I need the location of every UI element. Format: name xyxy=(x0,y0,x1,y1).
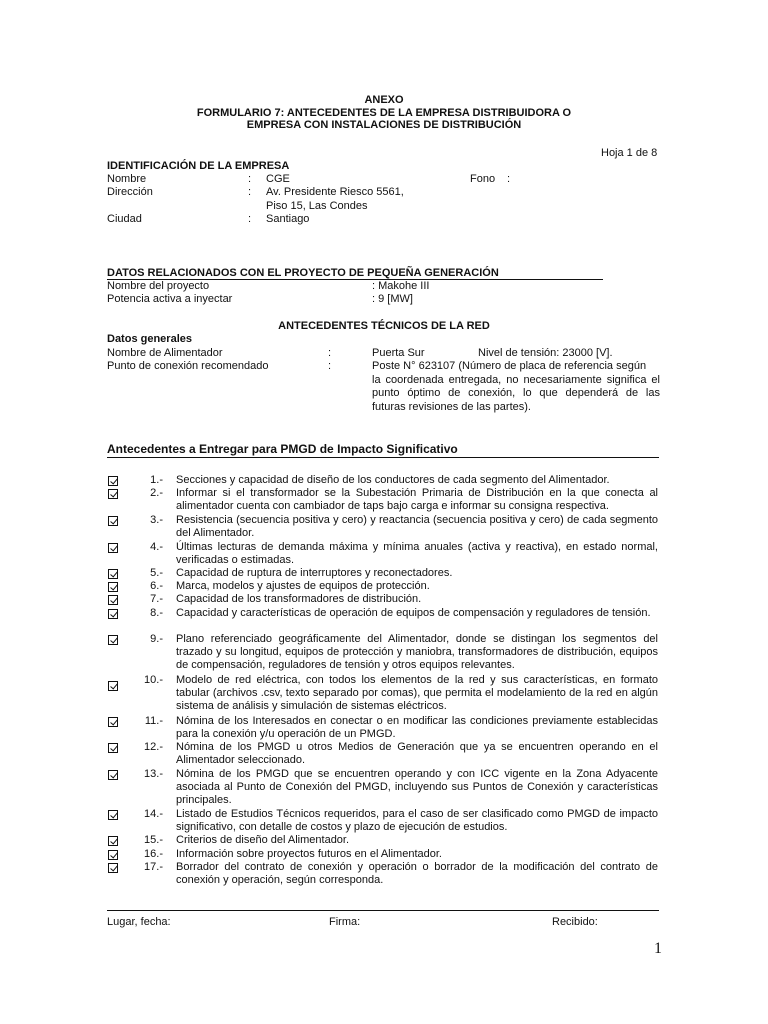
item-text: Listado de Estudios Técnicos requeridos, para el caso de ser clasificado como PMGD de impacto significativo, con detalle de costos y plazo de ejecución de estudios. xyxy=(176,808,658,833)
checkbox-checked-icon[interactable] xyxy=(108,489,118,499)
checkbox-checked-icon[interactable] xyxy=(108,582,118,592)
address-label: Dirección xyxy=(107,186,153,198)
city-label: Ciudad xyxy=(107,213,142,225)
item-number: 2.- xyxy=(150,487,163,499)
item-number: 16.- xyxy=(144,848,163,860)
connection-point-line-4: futuras revisiones de las partes). xyxy=(372,401,531,413)
item-text: Nómina de los Interesados en conectar o en modificar las condiciones previamente establecidas para la conexión y/u operación de un PMGD. xyxy=(176,715,658,740)
checkbox-checked-icon[interactable] xyxy=(108,743,118,753)
item-number: 5.- xyxy=(150,567,163,579)
power-label: Potencia activa a inyectar xyxy=(107,293,233,305)
form-title: FORMULARIO 7: ANTECEDENTES DE LA EMPRESA DISTRIBUIDORA O xyxy=(196,107,572,119)
item-number: 13.- xyxy=(144,768,163,780)
name-value: CGE xyxy=(266,173,290,185)
item-number: 10.- xyxy=(144,674,163,686)
feeder-colon: : xyxy=(328,347,332,359)
item-number: 17.- xyxy=(144,861,163,873)
signature-line xyxy=(107,910,659,911)
feeder-label: Nombre de Alimentador xyxy=(107,347,223,359)
item-number: 9.- xyxy=(150,633,163,645)
project-section-title: DATOS RELACIONADOS CON EL PROYECTO DE PEQUEÑA GENERACIÓN xyxy=(107,267,499,279)
city-colon: : xyxy=(248,213,252,225)
connection-point-line-1: Poste N° 623107 (Número de placa de referencia según xyxy=(372,360,647,372)
checkbox-checked-icon[interactable] xyxy=(108,681,118,691)
checkbox-checked-icon[interactable] xyxy=(108,863,118,873)
item-text: Criterios de diseño del Alimentador. xyxy=(176,834,350,846)
item-text: Borrador del contrato de conexión y operación o borrador de la modificación del contrato de conexión y operación, según corresponda. xyxy=(176,861,658,886)
voltage-level: Nivel de tensión: 23000 [V]. xyxy=(478,347,613,359)
item-number: 7.- xyxy=(150,593,163,605)
connection-point-label: Punto de conexión recomendado xyxy=(107,360,269,372)
name-colon: : xyxy=(248,173,252,185)
place-date-label: Lugar, fecha: xyxy=(107,916,171,928)
connection-point-line-2: la coordenada entregada, no necesariamente significa el xyxy=(372,374,660,386)
connection-point-line-3: punto óptimo de conexión, lo que dependerá de las xyxy=(372,387,660,399)
power-value: : 9 [MW] xyxy=(372,293,413,305)
checkbox-checked-icon[interactable] xyxy=(108,516,118,526)
item-number: 15.- xyxy=(144,834,163,846)
deliverables-title: Antecedentes a Entregar para PMGD de Impacto Significativo xyxy=(107,442,458,456)
item-number: 3.- xyxy=(150,514,163,526)
feeder-value: Puerta Sur xyxy=(372,347,425,359)
item-number: 6.- xyxy=(150,580,163,592)
item-text: Nómina de los PMGD u otros Medios de Generación que ya se encuentren operando en el Alimentador seleccionado. xyxy=(176,741,658,766)
project-name-label: Nombre del proyecto xyxy=(107,280,210,292)
checkbox-checked-icon[interactable] xyxy=(108,635,118,645)
project-name-value: : Makohe III xyxy=(372,280,430,292)
item-text: Informar si el transformador se la Subestación Primaria de Distribución en la que conecta al alimentador cuenta con cambiador de taps bajo carga e informar su consigna respectiva. xyxy=(176,487,658,512)
checkbox-checked-icon[interactable] xyxy=(108,770,118,780)
item-text: Secciones y capacidad de diseño de los conductores de cada segmento del Alimentador. xyxy=(176,474,610,486)
item-text: Capacidad de ruptura de interruptores y reconectadores. xyxy=(176,567,453,579)
checkbox-checked-icon[interactable] xyxy=(108,609,118,619)
item-text: Capacidad de los transformadores de distribución. xyxy=(176,593,422,605)
received-label: Recibido: xyxy=(552,916,598,928)
checkbox-checked-icon[interactable] xyxy=(108,543,118,553)
checkbox-checked-icon[interactable] xyxy=(108,850,118,860)
checkbox-checked-icon[interactable] xyxy=(108,476,118,486)
item-text: Plano referenciado geográficamente del Alimentador, donde se distingan los segmentos del trazado y su longitud, equipos de protección y maniobra, transformadores de distribución, equipos de compensación, reguladores de tensión y otros equipos relevantes. xyxy=(176,633,658,671)
item-number: 14.- xyxy=(144,808,163,820)
item-number: 12.- xyxy=(144,741,163,753)
item-text: Marca, modelos y ajustes de equipos de protección. xyxy=(176,580,430,592)
network-section-title: ANTECEDENTES TÉCNICOS DE LA RED xyxy=(278,320,490,332)
address-line-2: Piso 15, Las Condes xyxy=(266,200,368,212)
page-number: 1 xyxy=(654,940,662,957)
connection-point-colon: : xyxy=(328,360,332,372)
page-count: Hoja 1 de 8 xyxy=(601,147,658,159)
item-text: Resistencia (secuencia positiva y cero) y reactancia (secuencia positiva y cero) de cada segmento del Alimentador. xyxy=(176,514,658,539)
item-number: 8.- xyxy=(150,607,163,619)
address-colon: : xyxy=(248,186,252,198)
form-subtitle: EMPRESA CON INSTALACIONES DE DISTRIBUCIÓN xyxy=(246,119,522,131)
signature-label: Firma: xyxy=(329,916,361,928)
item-text: Capacidad y características de operación de equipos de compensación y reguladores de tensión. xyxy=(176,607,651,619)
company-section-title: IDENTIFICACIÓN DE LA EMPRESA xyxy=(107,160,290,172)
item-text: Información sobre proyectos futuros en el Alimentador. xyxy=(176,848,442,860)
item-number: 1.- xyxy=(150,474,163,486)
item-text: Nómina de los PMGD que se encuentren operando y con ICC vigente en la Zona Adyacente asociada al Punto de Conexión del PMGD, incluyendo sus Puntos de Conexión y características principales. xyxy=(176,768,658,806)
address-line-1: Av. Presidente Riesco 5561, xyxy=(266,186,404,198)
general-data-subtitle: Datos generales xyxy=(107,333,192,345)
checkbox-checked-icon[interactable] xyxy=(108,836,118,846)
checkbox-checked-icon[interactable] xyxy=(108,810,118,820)
item-number: 11.- xyxy=(144,715,163,727)
city-value: Santiago xyxy=(266,213,310,225)
annex-title: ANEXO xyxy=(364,94,404,106)
item-text: Modelo de red eléctrica, con todos los elementos de la red y sus características, en formato tabular (archivos .csv, texto separado por comas), que permita el modelamiento de la red en algún sistema de análisis y simulación de sistemas eléctricos. xyxy=(176,674,658,712)
checkbox-checked-icon[interactable] xyxy=(108,717,118,727)
checkbox-checked-icon[interactable] xyxy=(108,595,118,605)
item-text: Últimas lecturas de demanda máxima y mínima anuales (activa y reactiva), en estado normal, verificadas o estimadas. xyxy=(176,541,658,566)
phone-label: Fono xyxy=(470,173,496,185)
item-number: 4.- xyxy=(150,541,163,553)
checkbox-checked-icon[interactable] xyxy=(108,569,118,579)
deliverables-underline xyxy=(107,457,659,458)
name-label: Nombre xyxy=(107,173,147,185)
phone-colon: : xyxy=(507,173,511,185)
